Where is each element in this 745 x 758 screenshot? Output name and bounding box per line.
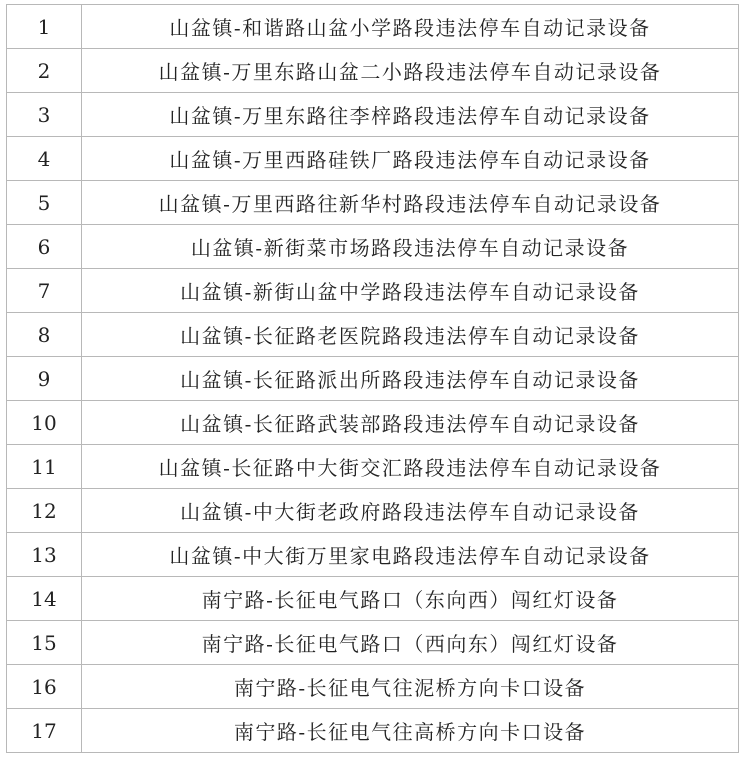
device-location-cell: 山盆镇-万里西路往新华村路段违法停车自动记录设备 [82,181,739,225]
device-location-cell: 山盆镇-万里东路往李梓路段违法停车自动记录设备 [82,93,739,137]
table-row [7,137,739,181]
row-number-cell: 5 [7,181,82,225]
device-location-cell: 山盆镇-中大街万里家电路段违法停车自动记录设备 [82,533,739,577]
row-number-cell: 8 [7,313,82,357]
row-number-cell: 3 [7,93,82,137]
table-row [7,489,739,533]
row-number-cell: 4 [7,137,82,181]
device-location-cell: 南宁路-长征电气路口（西向东）闯红灯设备 [82,621,739,665]
table-row [7,401,739,445]
equipment-table-container [6,4,739,753]
row-number-cell: 1 [7,5,82,49]
table-row [7,181,739,225]
table-row [7,709,739,753]
device-location-cell: 山盆镇-新街山盆中学路段违法停车自动记录设备 [82,269,739,313]
device-location-cell: 山盆镇-中大街老政府路段违法停车自动记录设备 [82,489,739,533]
row-number-cell: 12 [7,489,82,533]
equipment-table [6,4,739,753]
table-row [7,445,739,489]
row-number-cell: 13 [7,533,82,577]
device-location-cell: 南宁路-长征电气往泥桥方向卡口设备 [82,665,739,709]
device-location-cell: 山盆镇-长征路老医院路段违法停车自动记录设备 [82,313,739,357]
table-row [7,5,739,49]
device-location-cell: 山盆镇-长征路武装部路段违法停车自动记录设备 [82,401,739,445]
table-row [7,621,739,665]
row-number-cell: 17 [7,709,82,753]
table-row [7,269,739,313]
row-number-cell: 2 [7,49,82,93]
device-location-cell: 山盆镇-长征路中大街交汇路段违法停车自动记录设备 [82,445,739,489]
row-number-cell: 11 [7,445,82,489]
table-row [7,93,739,137]
row-number-cell: 9 [7,357,82,401]
device-location-cell: 南宁路-长征电气往高桥方向卡口设备 [82,709,739,753]
row-number-cell: 10 [7,401,82,445]
device-location-cell: 山盆镇-万里东路山盆二小路段违法停车自动记录设备 [82,49,739,93]
table-row [7,577,739,621]
row-number-cell: 6 [7,225,82,269]
table-row [7,225,739,269]
equipment-table-body [7,5,739,753]
table-row [7,665,739,709]
row-number-cell: 15 [7,621,82,665]
table-row [7,313,739,357]
device-location-cell: 南宁路-长征电气路口（东向西）闯红灯设备 [82,577,739,621]
device-location-cell: 山盆镇-新街菜市场路段违法停车自动记录设备 [82,225,739,269]
row-number-cell: 7 [7,269,82,313]
table-row [7,357,739,401]
device-location-cell: 山盆镇-和谐路山盆小学路段违法停车自动记录设备 [82,5,739,49]
device-location-cell: 山盆镇-长征路派出所路段违法停车自动记录设备 [82,357,739,401]
row-number-cell: 16 [7,665,82,709]
table-row [7,533,739,577]
device-location-cell: 山盆镇-万里西路硅铁厂路段违法停车自动记录设备 [82,137,739,181]
row-number-cell: 14 [7,577,82,621]
table-row [7,49,739,93]
